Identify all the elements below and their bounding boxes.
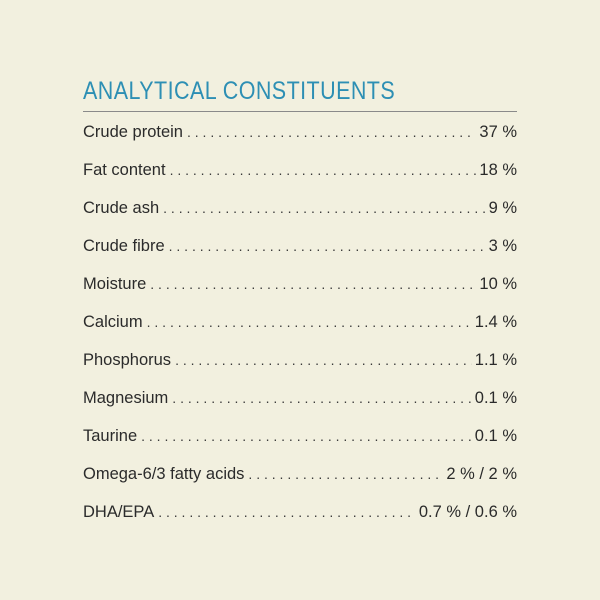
constituent-name: Phosphorus xyxy=(83,351,172,369)
constituent-name: Magnesium xyxy=(83,389,169,407)
constituent-row-omega-fatty-acids xyxy=(83,460,517,498)
dot-leader xyxy=(248,460,443,488)
constituent-name: Moisture xyxy=(83,275,147,293)
constituent-row-crude-fibre xyxy=(83,232,517,270)
dot-leader xyxy=(147,308,472,336)
constituent-row-dha-epa xyxy=(83,498,517,536)
dot-leader xyxy=(169,232,486,260)
dot-leader xyxy=(187,118,476,146)
constituent-name: Crude fibre xyxy=(83,237,165,255)
constituent-row-taurine xyxy=(83,422,517,460)
constituent-name: Crude protein xyxy=(83,123,183,141)
analytical-constituents-panel xyxy=(83,76,517,536)
title-divider xyxy=(83,111,517,112)
constituent-row-fat-content xyxy=(83,156,517,194)
dot-leader xyxy=(170,156,477,184)
constituent-value: 0.1 % xyxy=(474,427,517,445)
dot-leader xyxy=(150,270,476,298)
constituent-name: DHA/EPA xyxy=(83,503,155,521)
dot-leader xyxy=(163,194,485,222)
constituent-name: Omega-6/3 fatty acids xyxy=(83,465,245,483)
constituent-value: 2 % / 2 % xyxy=(446,465,517,483)
constituent-value: 3 % xyxy=(488,237,517,255)
dot-leader xyxy=(141,422,472,450)
constituent-row-crude-protein xyxy=(83,118,517,156)
constituent-value: 10 % xyxy=(479,275,517,293)
constituent-row-crude-ash xyxy=(83,194,517,232)
constituent-value: 37 % xyxy=(479,123,517,141)
dot-leader xyxy=(175,346,472,374)
constituent-name: Fat content xyxy=(83,161,166,179)
constituent-row-magnesium xyxy=(83,384,517,422)
constituents-list xyxy=(83,118,517,536)
dot-leader xyxy=(172,384,472,412)
constituent-name: Taurine xyxy=(83,427,138,445)
section-title: ANALYTICAL CONSTITUENTS xyxy=(83,77,396,105)
constituent-row-moisture xyxy=(83,270,517,308)
constituent-name: Crude ash xyxy=(83,199,160,217)
constituent-value: 0.1 % xyxy=(474,389,517,407)
constituent-name: Calcium xyxy=(83,313,143,331)
constituent-value: 18 % xyxy=(479,161,517,179)
constituent-value: 1.4 % xyxy=(474,313,517,331)
constituent-row-calcium xyxy=(83,308,517,346)
dot-leader xyxy=(158,498,416,526)
constituent-value: 1.1 % xyxy=(474,351,517,369)
constituent-value: 9 % xyxy=(488,199,517,217)
constituent-value: 0.7 % / 0.6 % xyxy=(418,503,517,521)
constituent-row-phosphorus xyxy=(83,346,517,384)
